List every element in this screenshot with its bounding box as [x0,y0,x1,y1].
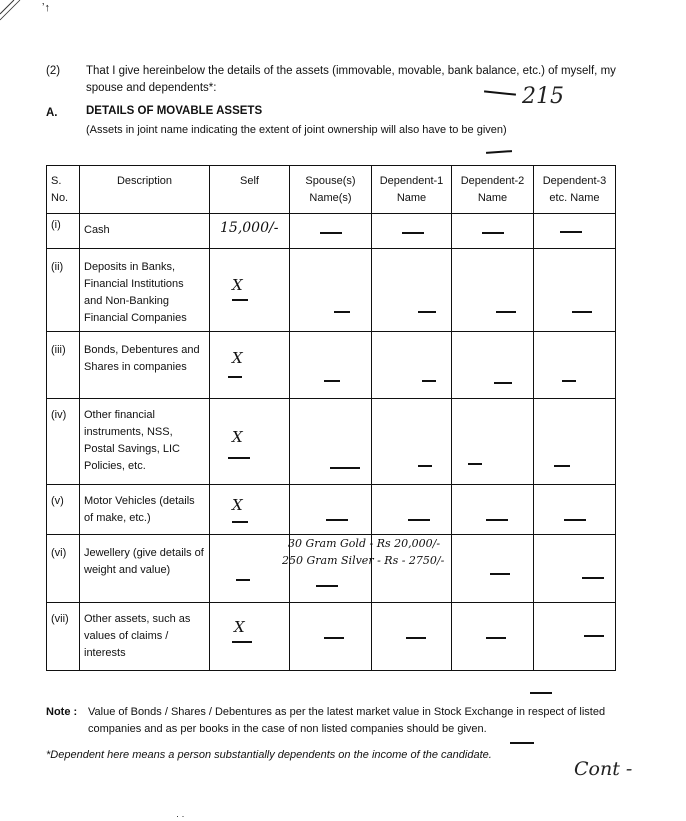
empty-dash [486,637,506,639]
row-description: Jewellery (give details of weight and value) [80,535,210,603]
empty-dash [324,380,340,382]
header-self: Self [210,166,290,214]
row-dep2-value [452,249,534,332]
empty-dash [494,382,512,384]
note-label: Note : [46,706,78,718]
empty-dash [406,637,426,639]
row-dep3-value [534,249,616,332]
row-description: Deposits in Banks, Financial Institutions and Non-Banking Financial Companies [80,249,210,332]
page-top-mark: ʼ↑ [42,2,50,14]
bottom-stray-mark: · · [176,811,185,821]
row-dep3-value [534,603,616,671]
empty-dash [562,380,576,382]
empty-dash [564,519,586,521]
empty-dash [482,232,504,234]
row-dep1-value [372,399,452,485]
empty-dash [232,641,252,643]
row-description: Bonds, Debentures and Shares in companies [80,332,210,399]
empty-dash [572,311,592,313]
table-header-row [47,166,616,214]
row-dep3-value [534,399,616,485]
empty-dash [232,299,248,301]
row-dep1-value [372,603,452,671]
table-row [47,603,616,671]
row-spouse-value [282,535,445,603]
empty-dash [418,465,432,467]
row-dep2-value [452,603,534,671]
page-corner-mark [0,0,40,30]
row-dep3-value [534,535,616,603]
cross-mark: X [232,276,243,294]
empty-dash [236,579,250,581]
empty-dash [320,232,342,234]
row-description: Other financial instruments, NSS, Postal Savings, LIC Policies, etc. [80,399,210,485]
empty-dash [330,467,360,469]
row-self-value [210,485,290,535]
row-sno: (i) [47,214,80,249]
row-spouse-value [290,603,372,671]
row-dep3-value [534,332,616,399]
row-spouse-value [290,399,372,485]
row-sno: (vii) [47,603,80,671]
empty-dash [468,463,482,465]
header-description: Description [80,166,210,214]
empty-dash [486,519,508,521]
row-dep1-value [372,485,452,535]
row-dep3-value [534,214,616,249]
section-subtitle: (Assets in joint name indicating the extent of joint ownership will also have to be given) [86,124,507,136]
row-sno: (vi) [47,535,80,603]
note-text: Value of Bonds / Shares / Debentures as per the latest market value in Stock Exchange in respect of listed companies and as per books in the case of non listed companies should be given. [88,706,606,735]
empty-dash [554,465,570,467]
cash-handwritten-value: 15,000/- [220,220,279,236]
row-spouse-value [290,249,372,332]
header-spouse: Spouse(s) Name(s) [290,166,372,214]
header-dependent-1: Dependent-1 Name [372,166,452,214]
row-sno: (ii) [47,249,80,332]
empty-dash [316,585,338,587]
row-description: Other assets, such as values of claims / interests [80,603,210,671]
row-description: Cash [80,214,210,249]
row-self-value [210,332,290,399]
table-row [47,399,616,485]
row-dep1-value [372,332,452,399]
row-spouse-value [290,485,372,535]
handwritten-page-number: 215 [522,84,564,109]
row-dep2-value [452,535,534,603]
empty-dash [402,232,424,234]
row-dep2-value [452,332,534,399]
row-dep3-value [534,485,616,535]
row-dep1-value [372,535,452,603]
table-row [47,249,616,332]
intro-text: That I give hereinbelow the details of the assets (immovable, movable, bank balance, etc.) of myself, my spouse and dependents*: [86,65,616,94]
cross-mark: X [234,618,245,636]
row-description: Motor Vehicles (details of make, etc.) [80,485,210,535]
row-dep2-value [452,485,534,535]
row-self-value [210,399,290,485]
cross-mark: X [232,428,243,446]
stray-mark [486,150,512,153]
jewellery-gold-handwritten: 30 Gram Gold - Rs 20,000/- [288,537,441,550]
row-sno: (iii) [47,332,80,399]
table-row [47,535,616,603]
row-dep1-value [372,214,452,249]
row-sno: (iv) [47,399,80,485]
empty-dash [584,635,604,637]
footnote: *Dependent here means a person substantially dependents on the income of the candidate. [46,749,492,761]
table-row [47,485,616,535]
row-self-value [210,603,290,671]
empty-dash [334,311,350,313]
table-row [47,214,616,249]
cross-mark: X [232,349,243,367]
movable-assets-table [46,165,616,671]
header-dependent-2: Dependent-2 Name [452,166,534,214]
row-self-value [210,214,290,249]
empty-dash [228,376,242,378]
intro-number: (2) [46,65,61,77]
row-dep1-value [372,249,452,332]
row-dep2-value [452,399,534,485]
table-row [47,332,616,399]
header-sno: S. No. [47,166,80,214]
empty-dash [232,521,248,523]
section-letter: A. [46,107,58,119]
empty-dash [490,573,510,575]
cross-mark: X [232,496,243,514]
empty-dash [418,311,436,313]
empty-dash [422,380,436,382]
row-self-value [210,535,290,603]
row-dep2-value [452,214,534,249]
row-sno: (v) [47,485,80,535]
empty-dash [324,637,344,639]
row-self-value [210,249,290,332]
empty-dash [496,311,516,313]
empty-dash [326,519,348,521]
header-dependent-3: Dependent-3 etc. Name [534,166,616,214]
empty-dash [228,457,250,459]
handwritten-contd: Cont - [574,758,633,780]
footnote-mark [510,742,534,744]
note-mark [530,692,552,694]
row-spouse-value [290,214,372,249]
empty-dash [582,577,604,579]
empty-dash [560,231,582,233]
jewellery-silver-handwritten: 250 Gram Silver - Rs - 2750/- [282,554,445,567]
row-spouse-value [290,332,372,399]
section-title: DETAILS OF MOVABLE ASSETS [86,105,263,117]
empty-dash [408,519,430,521]
